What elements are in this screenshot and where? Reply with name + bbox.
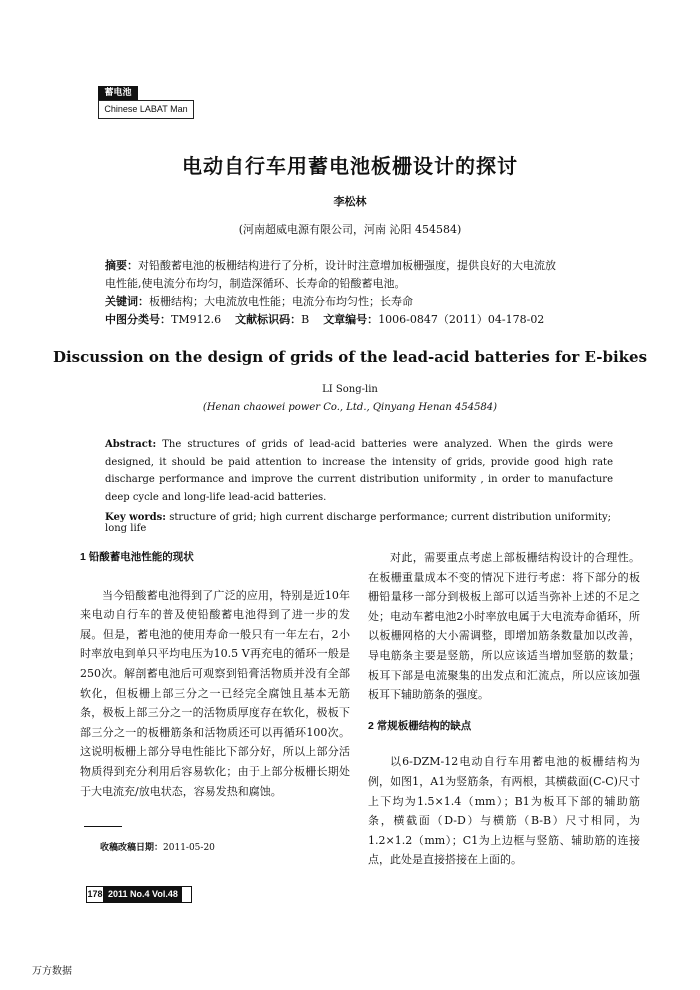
keywords-cn [105, 293, 635, 310]
right-paragraph-1: 对此，需要重点考虑上部板栅结构设计的合理性。在板栅重量成本不变的情况下进行考虑：将下部分的板栅铅量移一部分到极板上部可以适当弥补上述的不足之处；电动车蓄电池2小时率放电属于大电流寿命循环，所以板栅网格的大小需调整，即增加筋条数量加以改善，导电筋条主要是竖筋，所以应该适当增加竖筋的数量；板耳下部是电流聚集的出发点和汇流点，所以应该加强板耳下辅助筋条的强度。 [368, 551, 640, 702]
paper-title-cn: 电动自行车用蓄电池板栅设计的探讨 [182, 154, 518, 178]
author-en: LI Song-lin [322, 384, 378, 395]
abstract-cn [105, 257, 635, 274]
classification-line [105, 311, 635, 328]
keywords-en [105, 512, 635, 534]
abstract-en-label: Abstract: [105, 439, 157, 450]
abstract-cn-cont [105, 275, 635, 292]
received-label: 收稿改稿日期： [100, 843, 164, 853]
section1-heading: 1 铅酸蓄电池性能的现状 [80, 551, 194, 563]
abstract-en [105, 436, 613, 506]
keywords-en-label: Key words: [105, 512, 166, 523]
page-footer [86, 886, 192, 903]
abstract-cn-label: 摘要： [105, 259, 138, 272]
left-column [80, 548, 350, 801]
watermark: 万方数据 [32, 966, 72, 977]
article-number-label: 文章编号： [323, 313, 379, 326]
keywords-cn-label: 关键词： [105, 295, 149, 308]
keywords-en-text: structure of grid; high current discharge performance; current distribution uniformity; long life [105, 512, 611, 534]
author-cn: 李松林 [333, 195, 367, 208]
abstract-cn-line2: 电性能,使电流分布均匀，制造深循环、长寿命的铅酸蓄电池。 [105, 277, 406, 290]
issue-label: 2011 No.4 Vol.48 [104, 887, 182, 902]
keywords-cn-text: 板栅结构；大电流放电性能；电流分布均匀性；长寿命 [149, 295, 413, 308]
received-date [100, 840, 215, 853]
clc-label: 中图分类号： [105, 313, 171, 326]
paper-title-en: Discussion on the design of grids of the lead-acid batteries for E-bikes [52, 348, 648, 366]
article-number-value: 1006-0847（2011）04-178-02 [378, 313, 545, 326]
clc-value: TM912.6 [171, 313, 222, 326]
received-value: 2011-05-20 [163, 843, 215, 853]
footnote-rule [84, 826, 122, 827]
abstract-en-text: The structures of grids of lead-acid batteries were analyzed. When the girds were designed, it should be paid attention to increase the intensity of grids, provide good high rate discharge performance and improve the current distribution uniformity , in order to manufacture deep cycle and long-life lead-acid batteries. [105, 439, 613, 503]
right-paragraph-2: 以6-DZM-12电动自行车用蓄电池的板栅结构为例，如图1，A1为竖筋条，有两根，其横截面(C-C)尺寸上下均为1.5×1.4（mm）；B1为板耳下部的辅助筋条，横截面（D-D）与横筋（B-B）尺寸相同，为1.2×1.2（mm）；C1为上边框与竖筋、辅助筋的连接点，此处是直接搭接在上面的。 [368, 755, 640, 867]
journal-tag-cn: 蓄电池 [98, 86, 138, 100]
doc-code-value: B [301, 313, 310, 326]
abstract-cn-line1: 对铅酸蓄电池的板栅结构进行了分析，设计时注意增加板栅强度，提供良好的大电流放 [138, 259, 556, 272]
affiliation-en: (Henan chaowei power Co., Ltd., Qinyang Henan 454584) [202, 402, 498, 413]
journal-tag-en: Chinese LABAT Man [98, 100, 194, 119]
doc-code-label: 文献标识码： [235, 313, 302, 326]
section1-paragraph: 当今铅酸蓄电池得到了广泛的应用，特别是近10年来电动自行车的普及使铅酸蓄电池得到了进一步的发展。但是，蓄电池的使用寿命一般只有一年左右，2小时率放电到单只平均电压为10.5 V再充电的循环一般是250次。解剖蓄电池后可观察到铅膏活物质并没有全部软化，但板栅上部三分之一已经完全腐蚀且基本无筋条，极板上部三分之一的活物质厚度存在软化，极板下部三分之一的板栅筋条和活物质还可以再循环100次。这说明板栅上部分导电性能比下部分好，所以上部分活物质得到充分利用后容易软化；由于上部分板栅长期处于大电流充/放电状态，容易发热和腐蚀。 [80, 588, 350, 798]
section2-heading: 2 常规板栅结构的缺点 [368, 719, 472, 732]
affiliation-cn: (河南超威电源有限公司，河南 沁阳 454584) [238, 223, 462, 236]
page-number: 178 [87, 887, 104, 902]
right-column [368, 548, 640, 870]
